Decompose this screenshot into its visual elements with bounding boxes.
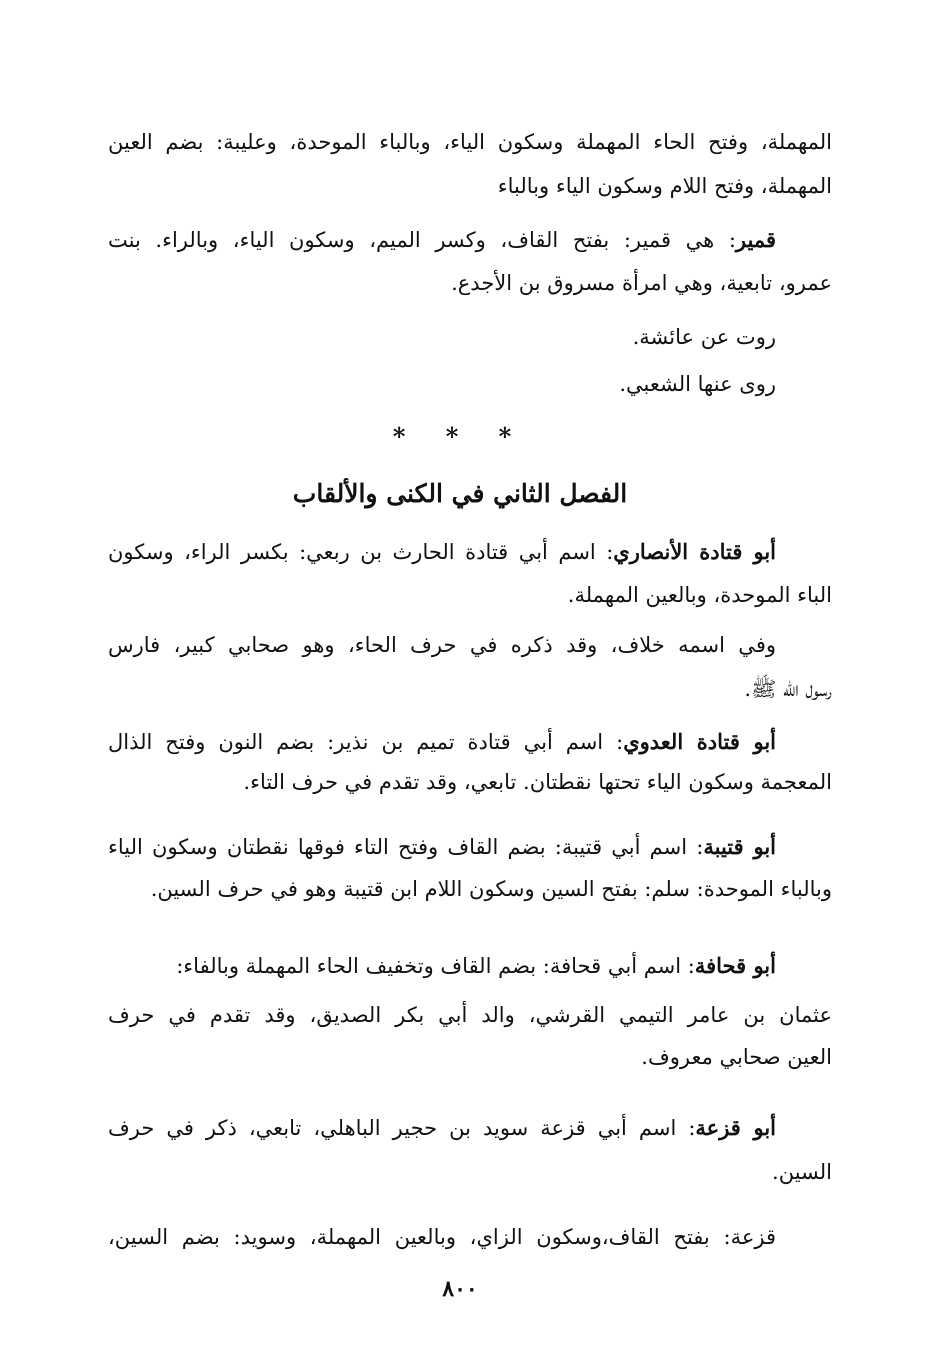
entry-term: أبو قزعة — [695, 1115, 776, 1140]
text-span: السين. — [772, 1160, 832, 1184]
text-line-8 — [108, 580, 832, 610]
entry-text: : اسم أبي قتادة الحارث بن ربعي: بكسر الراء، وسكون — [108, 540, 614, 564]
text-span: المعجمة وسكون الياء تحتها نقطتان. تابعي، وقد تقدم في حرف التاء. — [243, 770, 832, 794]
entry-term: أبو قحافة — [694, 953, 776, 978]
text-line-2 — [108, 171, 832, 201]
text-line-14 — [108, 874, 832, 904]
text-line-9 — [108, 630, 776, 660]
entry-term: قمير — [735, 227, 776, 252]
text-span: روت عن عائشة. — [632, 325, 776, 349]
text-line-19 — [108, 1157, 832, 1187]
text-line-1 — [108, 127, 832, 157]
entry-term: أبو قتادة الأنصاري — [613, 539, 777, 564]
chapter-heading: الفصل الثاني في الكنى والألقاب — [292, 479, 628, 508]
entry-abu-qatada-ansari — [108, 537, 776, 567]
entry-term: أبو قتادة العدوي — [623, 729, 776, 754]
entry-text: : اسم أبي قتادة تميم بن نذير: بضم النون وفتح الذال — [108, 730, 624, 754]
entry-text: : اسم أبي قزعة سويد بن حجير الباهلي، تابعي، ذكر في حرف — [108, 1116, 696, 1140]
section-separator: * * * — [392, 422, 528, 451]
entry-abu-quzaa — [108, 1113, 776, 1143]
text-line-6 — [108, 369, 776, 399]
text-span: وفي اسمه خلاف، وقد ذكره في حرف الحاء، وهو صحابي كبير، فارس — [108, 633, 776, 657]
text-span: رسول الله ﷺ. — [744, 677, 832, 701]
text-span: العين صحابي معروف. — [641, 1045, 832, 1069]
entry-abu-quhafa — [108, 951, 776, 981]
entry-text: : هي قمير: بفتح القاف، وكسر الميم، وسكون الياء، وبالراء. بنت — [108, 228, 736, 252]
text-line-16 — [108, 1000, 832, 1030]
text-line-12 — [108, 767, 832, 797]
text-span: الباء الموحدة، وبالعين المهملة. — [567, 583, 832, 607]
entry-qumayr — [108, 225, 776, 255]
page-number: ٨٠٠ — [442, 1276, 478, 1302]
entry-abu-qutayba — [108, 832, 776, 862]
text-span: وبالباء الموحدة: سلم: بفتح السين وسكون اللام ابن قتيبة وهو في حرف السين. — [150, 877, 832, 901]
text-span: عثمان بن عامر التيمي القرشي، والد أبي بكر الصديق، وقد تقدم في حرف — [108, 1003, 832, 1027]
text-span: المهملة، وفتح الحاء المهملة وسكون الياء، وبالباء الموحدة، وعليبة: بضم العين — [108, 130, 832, 154]
entry-term: أبو قتيبة — [703, 834, 776, 859]
text-span: روى عنها الشعبي. — [619, 372, 776, 396]
text-line-5 — [108, 322, 776, 352]
entry-text: : اسم أبي قتيبة: بضم القاف وفتح التاء فوقها نقطتان وسكون الياء — [108, 835, 704, 859]
text-span: عمرو، تابعية، وهي امرأة مسروق بن الأجدع. — [451, 271, 832, 295]
text-line-20 — [108, 1222, 776, 1252]
text-line-17 — [108, 1042, 832, 1072]
text-line-10 — [108, 674, 832, 704]
entry-abu-qatada-adawi — [108, 727, 776, 757]
text-span: المهملة، وفتح اللام وسكون الياء وبالباء — [497, 174, 832, 198]
text-span: قزعة: بفتح القاف،وسكون الزاي، وبالعين المهملة، وسويد: بضم السين، — [108, 1225, 776, 1249]
text-line-4 — [108, 268, 832, 298]
entry-text: : اسم أبي قحافة: بضم القاف وتخفيف الحاء المهملة وبالفاء: — [176, 954, 695, 978]
